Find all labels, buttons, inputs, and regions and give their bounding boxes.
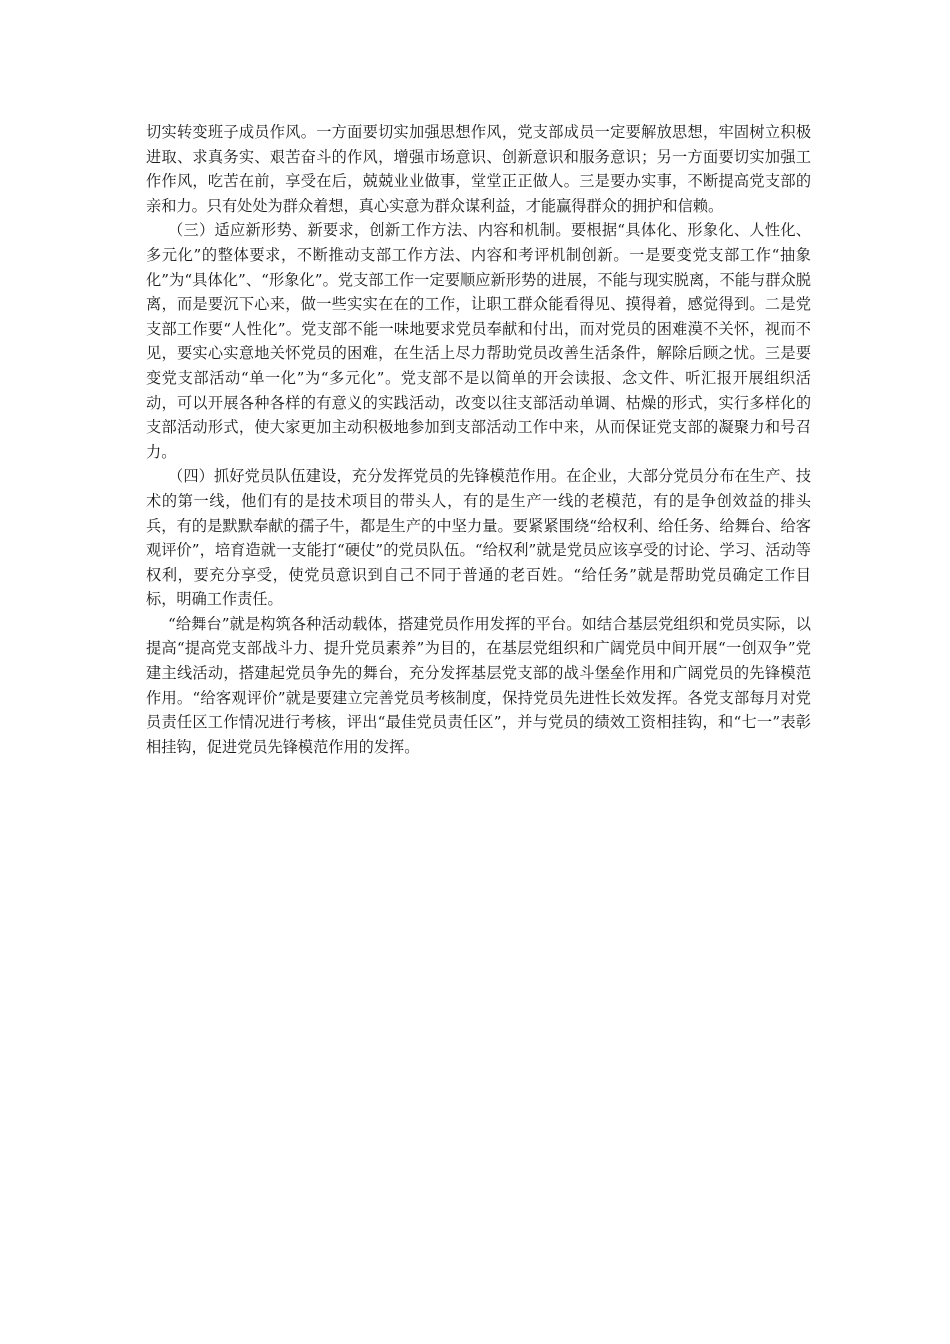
paragraph-3: （四）抓好党员队伍建设，充分发挥党员的先锋模范作用。在企业，大部分党员分布在生产、技术的第一线，他们有的是技术项目的带头人，有的是生产一线的老模范，有的是争创效益的排头兵，有的是默默奉献的孺子牛，都是生产的中坚力量。要紧紧围绕“给权利、给任务、给舞台、给客观评价”，培育造就一支能打“硬仗”的党员队伍。“给权利”就是党员应该享受的讨论、学习、活动等权利，要充分享受，使党员意识到自己不同于普通的老百姓。“给任务”就是帮助党员确定工作目标，明确工作责任。 [146, 467, 811, 609]
document-body [146, 120, 811, 759]
paragraph-1: 切实转变班子成员作风。一方面要切实加强思想作风，党支部成员一定要解放思想，牢固树立积极进取、求真务实、艰苦奋斗的作风，增强市场意识、创新意识和服务意识；另一方面要切实加强工作作风，吃苦在前，享受在后，兢兢业业做事，堂堂正正做人。三是要办实事，不断提高党支部的亲和力。只有处处为群众着想，真心实意为群众谋利益，才能赢得群众的拥护和信赖。 [146, 123, 811, 215]
paragraph-4: “给舞台”就是构筑各种活动载体，搭建党员作用发挥的平台。如结合基层党组织和党员实际，以提高“提高党支部战斗力、提升党员素养”为目的，在基层党组织和广阔党员中间开展“一创双争”党建主线活动，搭建起党员争先的舞台，充分发挥基层党支部的战斗堡垒作用和广阔党员的先锋模范作用。“给客观评价”就是要建立完善党员考核制度，保持党员先进性长效发挥。各党支部每月对党员责任区工作情况进行考核，评出“最佳党员责任区”，并与党员的绩效工资相挂钩，和“七一”表彰相挂钩，促进党员先锋模范作用的发挥。 [146, 614, 811, 756]
paragraph-2: （三）适应新形势、新要求，创新工作方法、内容和机制。要根据“具体化、形象化、人性化、多元化”的整体要求，不断推动支部工作方法、内容和考评机制创新。一是要变党支部工作“抽象化”为“具体化”、“形象化”。党支部工作一定要顺应新形势的进展，不能与现实脱离，不能与群众脱离，而是要沉下心来，做一些实实在在的工作，让职工群众能看得见、摸得着，感觉得到。二是党支部工作要“人性化”。党支部不能一味地要求党员奉献和付出，而对党员的困难漠不关怀，视而不见，要实心实意地关怀党员的困难，在生活上尽力帮助党员改善生活条件，解除后顾之忧。三是要变党支部活动“单一化”为“多元化”。党支部不是以简单的开会读报、念文件、听汇报开展组织活动，可以开展各种各样的有意义的实践活动，改变以往支部活动单调、枯燥的形式，实行多样化的支部活动形式，使大家更加主动积极地参加到支部活动工作中来，从而保证党支部的凝聚力和号召力。 [146, 221, 811, 461]
